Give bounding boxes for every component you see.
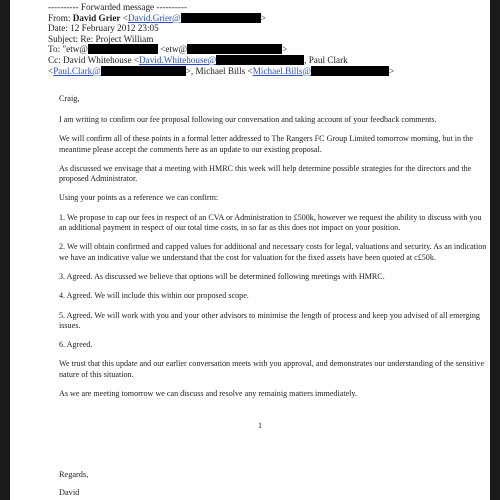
to-email: <etw@ [160,44,188,55]
greeting: Craig, [59,94,80,103]
redaction-block [181,13,261,23]
cc-name: , Paul Clark [304,54,348,65]
cc-email-link[interactable]: David.Whitehouse@ [139,54,217,65]
list-item: 1. We propose to cap our fees in respect of an CVA or Administration to £500k, however we request the ability to discuss with you an additional payment in respect of our total time costs, in so far as this does not impact on your position. [59,212,482,233]
subject-text: Subject: Re: Project William [48,33,154,44]
list-item: 5. Agreed. We will work with you and your other advisors to minimise the length of process and keep you advised of all emerging issues. [59,310,480,330]
date-text: Date: 12 February 2012 23:05 [48,23,159,34]
page-number: 1 [258,421,262,430]
forwarded-text: ---------- Forwarded message ---------- [48,2,188,12]
signature: David [59,488,80,497]
from-label: From: [48,12,71,23]
paragraph: As discussed we envisage that a meeting with HMRC this week will help determine possible strategies for the directors and the proposed Administrator. [59,163,472,184]
list-item: 6. Agreed. [59,340,93,350]
list-item: 3. Agreed. As discussed we believe that options will be determined following meetings with HMRC. [59,271,385,281]
cc-line-2: <Paul.Clark@ >, Michael Bills <Michael.Bills@ > [48,65,395,76]
paragraph: We trust that this update and our earlier conversation meets with you approval, and demonstrates our understanding of the sensitive nature of this situation. [59,359,485,379]
cc-email-link-2[interactable]: Paul.Clark@ [53,65,101,76]
redaction-block [101,66,186,76]
redaction-block [88,44,158,54]
paragraph: We will confirm all of these points in a formal letter addressed to The Rangers FC Group Limited tomorrow morning, but in the meantime please accept the comments here as an update to our existing proposal. [59,134,473,154]
list-item: 2. We will obtain confirmed and capped values for additional and necessary costs for legal, valuations and security. As an indication we have an indicative value we understand that the cost for valuation for the fixed assets have been quoted at c£50k. [59,242,487,262]
from-line: From: David Grier <David.Grier@ > [48,12,266,23]
to-line: To: "etw@ <etw@ > [48,44,288,55]
forwarded-line [48,2,488,13]
redaction-block [311,66,389,76]
paragraph: I am writing to confirm our fee proposal following our conversation and taking account of your feedback comments. [59,115,437,124]
cc-email-link-3[interactable]: Michael.Bills@ [252,65,311,76]
redaction-block [216,55,304,65]
cc-name-2: >, Michael Bills < [185,65,253,76]
paragraph: As we are meeting tomorrow we can discuss and resolve any remainig matters immediately. [59,389,357,399]
redaction-block [187,44,282,54]
regards: Regards, [59,470,89,479]
from-name: David Grier [72,12,121,23]
list-item: 4. Agreed. We will include this within our proposed scope. [59,291,249,301]
letter-body [59,115,489,399]
date-line [48,23,488,34]
email-header [48,2,488,76]
from-email-link[interactable]: David.Grier@ [127,12,181,23]
to-label: To: "etw@ [48,44,88,55]
cc-label: Cc: David Whitehouse < [48,54,139,65]
paragraph: Using your points as a reference we can confirm: [59,193,219,203]
subject-line [48,34,488,45]
cc-line [48,55,488,66]
